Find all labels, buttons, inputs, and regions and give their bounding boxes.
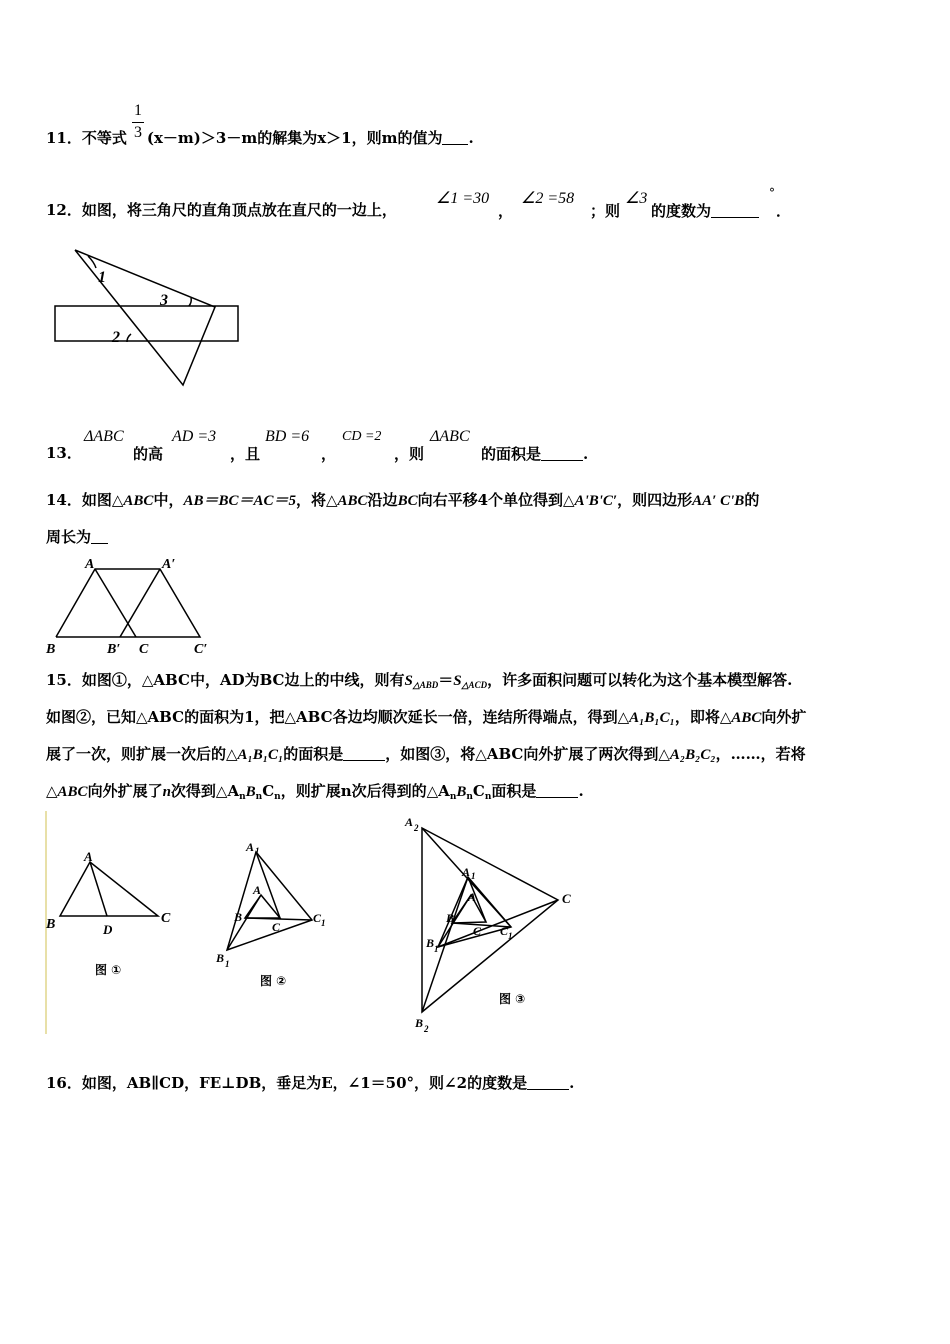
q11-text-pre: 不等式 xyxy=(81,129,127,147)
q15-fig2-c1: C xyxy=(313,911,322,925)
q15-cn-2: C xyxy=(472,782,485,800)
q15-fig3-b2-sub: 2 xyxy=(424,1024,429,1034)
q16-text: 16．如图，AB∥CD，FE⊥DB，垂足为E，∠1＝50°，则∠2的度数是 xyxy=(46,1074,528,1092)
q15-eq: ＝ xyxy=(438,671,454,689)
q15-sub-n-3: n xyxy=(274,792,281,802)
q15-end: . xyxy=(578,782,584,800)
q15-fig2-c1-sub: 1 xyxy=(321,918,326,928)
q14-label-b-prime: B′ xyxy=(107,642,121,657)
q14-quad: AA′ C'B xyxy=(692,493,745,509)
q11-end: . xyxy=(468,129,474,147)
q15-a1b1c1-2: A₁B₁C₁ xyxy=(237,747,284,763)
q15-t4: ，即将△ xyxy=(674,708,732,726)
q15-bn-2: B xyxy=(456,784,467,800)
q14-label-c-prime: C′ xyxy=(194,642,208,657)
q15-fig2-b: B xyxy=(234,910,243,924)
q11-fraction-denominator: 3 xyxy=(134,124,142,141)
q15-t2: ，许多面积问题可以转化为这个基本模型解答. xyxy=(487,671,793,689)
q15-sub-n-2: n xyxy=(255,792,263,802)
q15-abc-2: ABC xyxy=(57,784,88,800)
q15-fig3-shapes xyxy=(422,828,558,1012)
q15-fig3-a2-sub: 2 xyxy=(414,823,419,833)
q15-fig1-a: A xyxy=(84,849,93,864)
q15-s-abd: S xyxy=(404,673,413,689)
q14-abc-prime: A'B'C′ xyxy=(574,493,618,509)
q14-t1: 14．如图△ xyxy=(46,491,124,509)
q15-fig2-b1-sub: 1 xyxy=(225,959,230,969)
q15-fig2-b1: B xyxy=(216,951,225,965)
q15-fig3-b: B xyxy=(446,911,455,925)
q15-fig3-c1: C xyxy=(500,924,509,938)
q13-triangle-2: ΔABC xyxy=(430,428,470,445)
q13-ad: AD =3 xyxy=(172,428,217,445)
q13-bd: BD =6 xyxy=(265,428,310,445)
q15-fig3-c-outer: C xyxy=(562,891,571,906)
q15-s-acd-sub: △ACD xyxy=(461,680,488,690)
q11-fraction-numerator: 1 xyxy=(134,102,142,119)
q12-angle2: ∠2 =58 xyxy=(521,190,575,207)
q14-t3: ，将△ xyxy=(295,491,338,509)
q15-fig1-b: B xyxy=(46,917,56,932)
q15-fig3-c: C xyxy=(473,924,482,938)
q15-fig1-d: D xyxy=(103,922,113,937)
q15-cn: C xyxy=(262,782,275,800)
q12-sep1: ， xyxy=(498,202,514,220)
q13-text-3: ， xyxy=(321,445,337,463)
q12-sep2: ；则 xyxy=(590,202,621,220)
q15-fig2-a1-sub: 1 xyxy=(255,846,260,856)
q15-t11: 向外扩展了 xyxy=(87,782,163,800)
q15-t6: 展了一次，则扩展一次后的△ xyxy=(46,745,238,763)
q14-label-a: A xyxy=(85,557,95,572)
q13-text-1: 的高 xyxy=(133,445,164,463)
q12-angle3: ∠3 xyxy=(625,190,648,207)
q13-area-text: 的面积是 xyxy=(481,445,542,463)
q15-t14: 面积是 xyxy=(491,782,537,800)
q15-t9: ，……，若将 xyxy=(715,745,806,763)
q15-t13: ，则扩展n次后得到的△A xyxy=(280,782,450,800)
q15-a1b1c1: A₁B₁C₁ xyxy=(629,710,675,726)
q15-sub-n-5: n xyxy=(466,792,473,802)
q15-n: n xyxy=(162,784,171,800)
q16-end: . xyxy=(569,1074,575,1092)
q15-fig1-shapes xyxy=(60,862,158,916)
q12-number: 12． xyxy=(46,201,82,219)
q16-answer-blank[interactable] xyxy=(527,1075,569,1090)
q12-degree: ° xyxy=(769,186,775,200)
q11-number: 11． xyxy=(46,129,82,147)
q15-fig2-shapes xyxy=(227,852,312,950)
q13-triangle: ΔABC xyxy=(84,428,124,445)
q15-fig2-a1: A xyxy=(246,840,255,854)
q15-fig3-b1-sub: 1 xyxy=(434,944,439,954)
q15-t3: 如图②，已知△ABC的面积为1，把△ABC各边均顺次延长一倍，连结所得端点，得到△ xyxy=(46,708,630,726)
q11-expression: (x－m)＞3－m xyxy=(146,129,258,147)
q14-t4: 沿边 xyxy=(367,491,398,509)
question-13-number: 13． xyxy=(46,444,82,462)
q14-t2: 中， xyxy=(153,491,184,509)
q13-cd: CD =2 xyxy=(342,429,382,444)
q14-t7: 的 xyxy=(744,491,760,509)
q12-label-1: 1 xyxy=(98,269,106,286)
q12-angle1: ∠1 =30 xyxy=(436,190,490,207)
q15-fig3-caption: 图 ③ xyxy=(499,992,526,1006)
q14-bc: BC xyxy=(397,493,418,509)
q13-text-2: ，且 xyxy=(230,445,261,463)
q12-label-3: 3 xyxy=(160,292,168,309)
q15-fig1-c: C xyxy=(161,911,171,926)
q13-end: . xyxy=(583,445,589,463)
q15-a2b2c2: A₂B₂C₂ xyxy=(669,747,716,763)
q15-abc: ABC xyxy=(731,710,762,726)
q14-perimeter-text: 周长为 xyxy=(46,528,92,546)
q12-end: ． xyxy=(776,202,792,220)
q15-fig3-c1-sub: 1 xyxy=(508,931,513,941)
q11-text-post: 的解集为x＞1，则m的值为 xyxy=(257,129,443,147)
q15-t1: 15．如图①，△ABC中，AD为BC边上的中线，则有 xyxy=(46,671,405,689)
question-16 xyxy=(46,1073,574,1093)
q15-t8: ，如图③，将△ABC向外扩展了两次得到△ xyxy=(385,745,670,763)
q14-t5: 向右平移4个单位得到△ xyxy=(417,491,575,509)
q12-text-pre: 如图，将三角尺的直角顶点放在直尺的一边上， xyxy=(81,201,397,219)
q15-fig3-a1: A xyxy=(462,865,471,879)
q15-s-acd: S xyxy=(453,673,462,689)
q13-text-4: ，则 xyxy=(394,445,425,463)
q15-sub-n-1: n xyxy=(239,792,246,802)
q15-fig2-a: A xyxy=(253,883,262,897)
q15-sub-n-6: n xyxy=(484,792,492,802)
q15-sub-n-4: n xyxy=(449,792,457,802)
q15-t7: 的面积是 xyxy=(283,745,344,763)
q14-label-a-prime: A′ xyxy=(162,557,176,572)
q15-fig3-b1: B xyxy=(426,936,435,950)
q14-t6: ，则四边形 xyxy=(617,491,693,509)
q15-t10: △ xyxy=(46,782,58,800)
q14-abc-2: ABC xyxy=(337,493,368,509)
q14-label-b: B xyxy=(46,642,56,657)
q12-label-2: 2 xyxy=(112,329,120,346)
q14-equal-sides: AB＝BC＝AC＝5 xyxy=(183,493,296,509)
q14-label-c: C xyxy=(139,642,149,657)
q15-bn: B xyxy=(245,784,256,800)
q15-fig3-a1-sub: 1 xyxy=(471,871,476,881)
q15-s-abd-sub: △ABD xyxy=(412,680,439,690)
q14-abc: ABC xyxy=(123,493,154,509)
q15-fig2-caption: 图 ② xyxy=(260,974,287,988)
q12-post-text: 的度数为 xyxy=(651,202,712,220)
q15-t12: 次得到△A xyxy=(170,782,240,800)
q15-fig2-c: C xyxy=(272,920,281,934)
q15-fig3-a2: A xyxy=(405,815,414,829)
q15-fig3-b2: B xyxy=(415,1016,424,1030)
q15-fig3-a: A xyxy=(468,890,477,904)
q15-fig1-caption: 图 ① xyxy=(95,963,122,977)
q15-t5: 向外扩 xyxy=(761,708,807,726)
